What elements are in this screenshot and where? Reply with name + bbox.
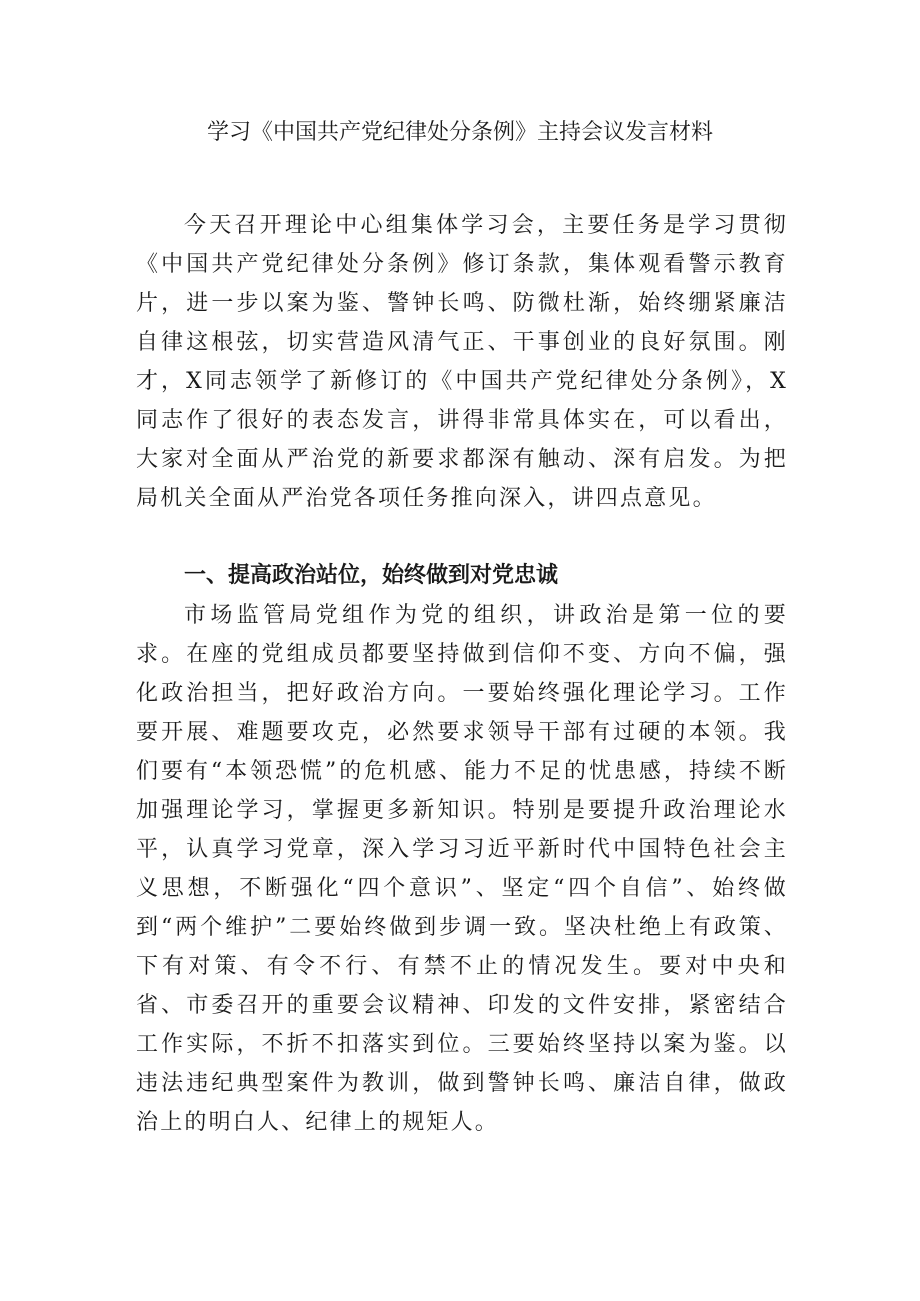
section-heading-1: 一、提高政治站位，始终做到对党忠诚 xyxy=(184,563,559,588)
document-title: 学习《中国共产党纪律处分条例》主持会议发言材料 xyxy=(206,120,713,145)
paragraph-section-1: 市场监管局党组作为党的组织，讲政治是第一位的要求。在座的党组成员都要坚持做到信仰不变、方向不偏，强化政治担当，把好政治方向。一要始终强化理论学习。工作要开展、难题要攻克，必然要求领导干部有过硬的本领。我们要有“本领恐慌”的危机感、能力不足的忧患感，持续不断加强理论学习，掌握更多新知识。特别是要提升政治理论水平，认真学习党章，深入学习习近平新时代中国特色社会主义思想，不断强化“四个意识”、坚定“四个自信”、始终做到“两个维护”二要始终做到步调一致。坚决杜绝上有政策、下有对策、有令不行、有禁不止的情况发生。要对中央和省、市委召开的重要会议精神、印发的文件安排，紧密结合工作实际，不折不扣落实到位。三要始终坚持以案为鉴。以违法违纪典型案件为教训，做到警钟长鸣、廉洁自律，做政治上的明白人、纪律上的规矩人。 xyxy=(136,603,788,1135)
paragraph-intro: 今天召开理论中心组集体学习会，主要任务是学习贯彻《中国共产党纪律处分条例》修订条款，集体观看警示教育片，进一步以案为鉴、警钟长鸣、防微杜渐，始终绷紧廉洁自律这根弦，切实营造风清气正、干事创业的良好氛围。刚才，X同志领学了新修订的《中国共产党纪律处分条例》，X同志作了很好的表态发言，讲得非常具体实在，可以看出，大家对全面从严治党的新要求都深有触动、深有启发。为把局机关全面从严治党各项任务推向深入，讲四点意见。 xyxy=(136,213,788,511)
